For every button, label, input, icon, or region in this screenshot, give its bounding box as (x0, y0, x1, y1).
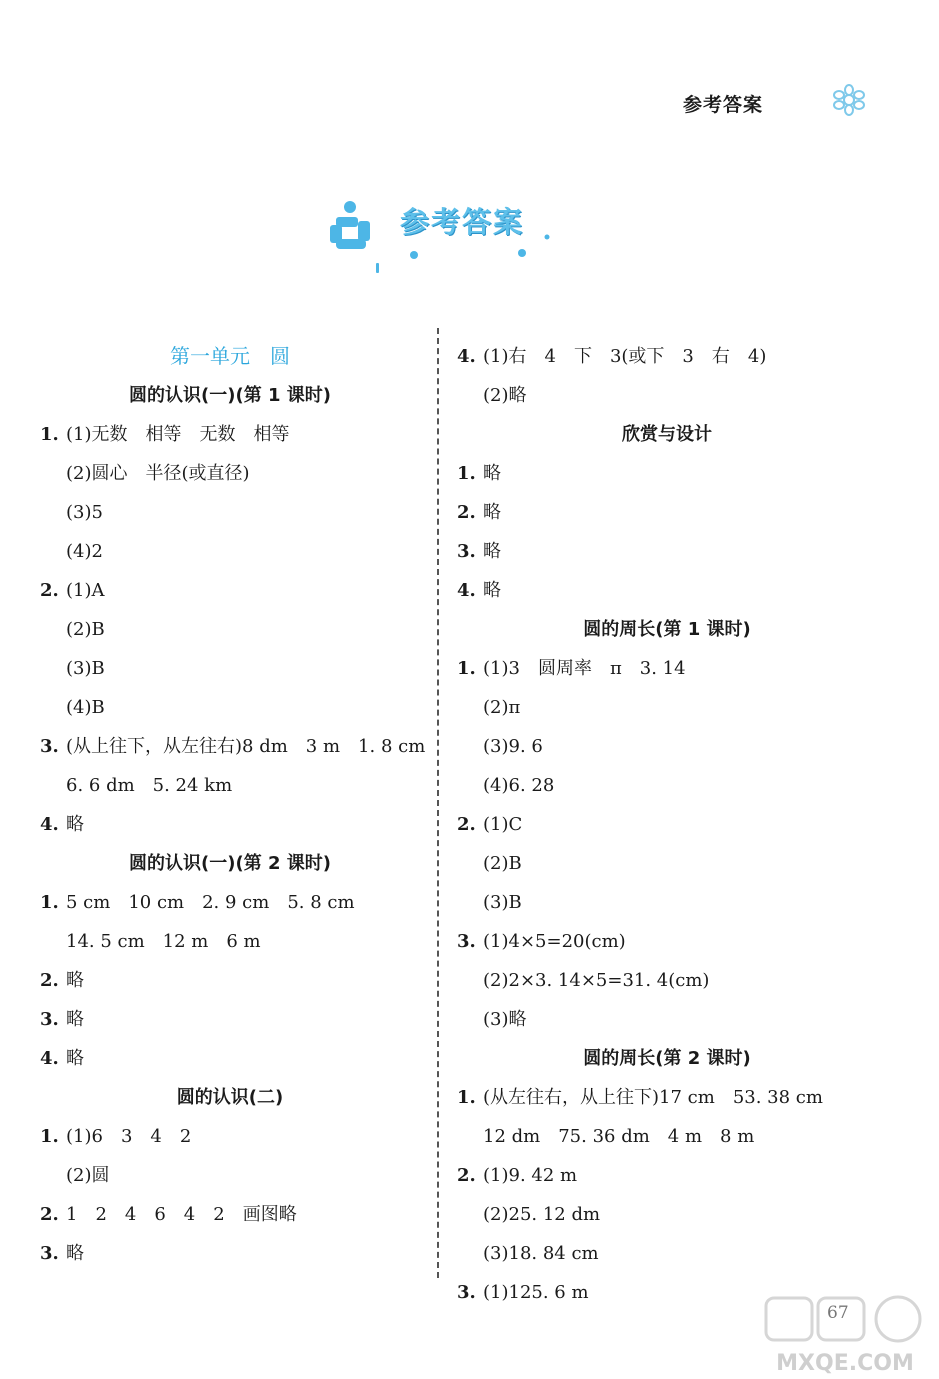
right-column (457, 337, 877, 1312)
answer-subitem: (4)B (66, 697, 105, 718)
item-number: 2. (457, 1165, 476, 1186)
item-text: (1)3 圆周率 π 3. 14 (483, 658, 686, 679)
item-number: 2. (457, 814, 476, 835)
answer-item (40, 1039, 420, 1078)
answer-subitem: (2)圆 (66, 1165, 110, 1186)
answer-item (457, 532, 877, 571)
item-number: 3. (457, 1282, 476, 1303)
item-number: 1. (40, 1126, 59, 1147)
answer-item (40, 1234, 420, 1273)
answer-subitem: (2)B (483, 853, 522, 874)
item-number: 2. (457, 502, 476, 523)
answer-item (457, 337, 877, 376)
answer-subitem: (3)18. 84 cm (483, 1243, 599, 1264)
item-number: 4. (40, 1048, 59, 1069)
item-number: 1. (40, 424, 59, 445)
header-title: 参考答案 (683, 94, 764, 116)
item-text: 5 cm 10 cm 2. 9 cm 5. 8 cm (66, 892, 355, 913)
item-number: 2. (40, 970, 59, 991)
section-title: 圆的认识(一)(第 2 课时) (129, 853, 331, 874)
item-text: (从上往下，从左往右)8 dm 3 m 1. 8 cm (66, 736, 426, 757)
item-text: 略 (483, 463, 501, 484)
item-number: 3. (40, 1009, 59, 1030)
item-number: 4. (40, 814, 59, 835)
item-number: 1. (40, 892, 59, 913)
answer-item (40, 571, 420, 610)
item-text: (1)A (66, 580, 105, 601)
answer-subitem: (2)2×3. 14×5=31. 4(cm) (483, 970, 710, 991)
answer-item (40, 883, 420, 922)
answer-item (40, 415, 420, 454)
item-text: 1 2 4 6 4 2 画图略 (66, 1204, 297, 1225)
answer-subitem: 12 dm 75. 36 dm 4 m 8 m (483, 1126, 755, 1147)
answer-subitem: (3)5 (66, 502, 103, 523)
answer-item (457, 649, 877, 688)
item-text: (1)125. 6 m (483, 1282, 589, 1303)
answer-subitem: 6. 6 dm 5. 24 km (66, 775, 233, 796)
answer-subitem: (2)略 (483, 385, 527, 406)
item-number: 1. (457, 1087, 476, 1108)
answer-item (457, 493, 877, 532)
answer-subitem: (4)2 (66, 541, 103, 562)
answer-item (457, 454, 877, 493)
left-column (40, 337, 426, 1273)
item-text: (从左往右，从上往下)17 cm 53. 38 cm (483, 1087, 823, 1108)
answer-item (457, 571, 877, 610)
banner-title: 参考答案 (400, 205, 525, 239)
item-number: 3. (457, 541, 476, 562)
item-text: 略 (483, 541, 501, 562)
item-number: 3. (457, 931, 476, 952)
watermark-text: MXQE.COM (776, 1351, 914, 1376)
section-title: 圆的周长(第 2 课时) (583, 1048, 751, 1069)
item-text: 略 (66, 814, 84, 835)
watermark-logo (760, 1290, 930, 1378)
answer-item (457, 922, 877, 961)
answer-subitem: (2)π (483, 697, 521, 718)
column-divider (437, 328, 439, 1278)
answer-subitem: (3)略 (483, 1009, 527, 1030)
item-text: 略 (483, 580, 501, 601)
answer-subitem: (3)9. 6 (483, 736, 543, 757)
answer-item (457, 1078, 877, 1117)
answer-subitem: 14. 5 cm 12 m 6 m (66, 931, 261, 952)
item-text: 略 (66, 1009, 84, 1030)
answer-item (457, 805, 877, 844)
answer-subitem: (3)B (66, 658, 105, 679)
answer-item (40, 961, 420, 1000)
section-title: 欣赏与设计 (622, 424, 712, 445)
page-number: 67 (827, 1303, 849, 1323)
unit-title: 第一单元 圆 (170, 344, 290, 368)
section-title: 圆的认识(二) (176, 1087, 284, 1108)
answer-subitem: (2)圆心 半径(或直径) (66, 463, 250, 484)
item-text: 略 (66, 1243, 84, 1264)
answer-item (40, 805, 420, 844)
item-text: (1)9. 42 m (483, 1165, 578, 1186)
answer-item (40, 727, 426, 766)
item-number: 4. (457, 580, 476, 601)
item-text: (1)右 4 下 3(或下 3 右 4) (483, 346, 767, 367)
answer-subitem: (2)B (66, 619, 105, 640)
item-text: 略 (66, 1048, 84, 1069)
item-number: 3. (40, 1243, 59, 1264)
item-number: 3. (40, 736, 59, 757)
flower-icon (830, 84, 868, 116)
answer-subitem: (2)25. 12 dm (483, 1204, 601, 1225)
item-number: 2. (40, 580, 59, 601)
item-number: 1. (457, 658, 476, 679)
item-text: (1)无数 相等 无数 相等 (66, 424, 290, 445)
item-text: (1)6 3 4 2 (66, 1126, 192, 1147)
section-title: 圆的周长(第 1 课时) (583, 619, 751, 640)
item-text: 略 (66, 970, 84, 991)
item-number: 1. (457, 463, 476, 484)
item-text: 略 (483, 502, 501, 523)
answer-item (40, 1000, 420, 1039)
item-text: (1)C (483, 814, 523, 835)
answer-item (40, 1195, 420, 1234)
answer-subitem: (4)6. 28 (483, 775, 555, 796)
answer-item (457, 1156, 877, 1195)
item-number: 4. (457, 346, 476, 367)
answer-item (40, 1117, 420, 1156)
answer-subitem: (3)B (483, 892, 522, 913)
item-number: 2. (40, 1204, 59, 1225)
section-title: 圆的认识(一)(第 1 课时) (129, 385, 331, 406)
item-text: (1)4×5=20(cm) (483, 931, 626, 952)
